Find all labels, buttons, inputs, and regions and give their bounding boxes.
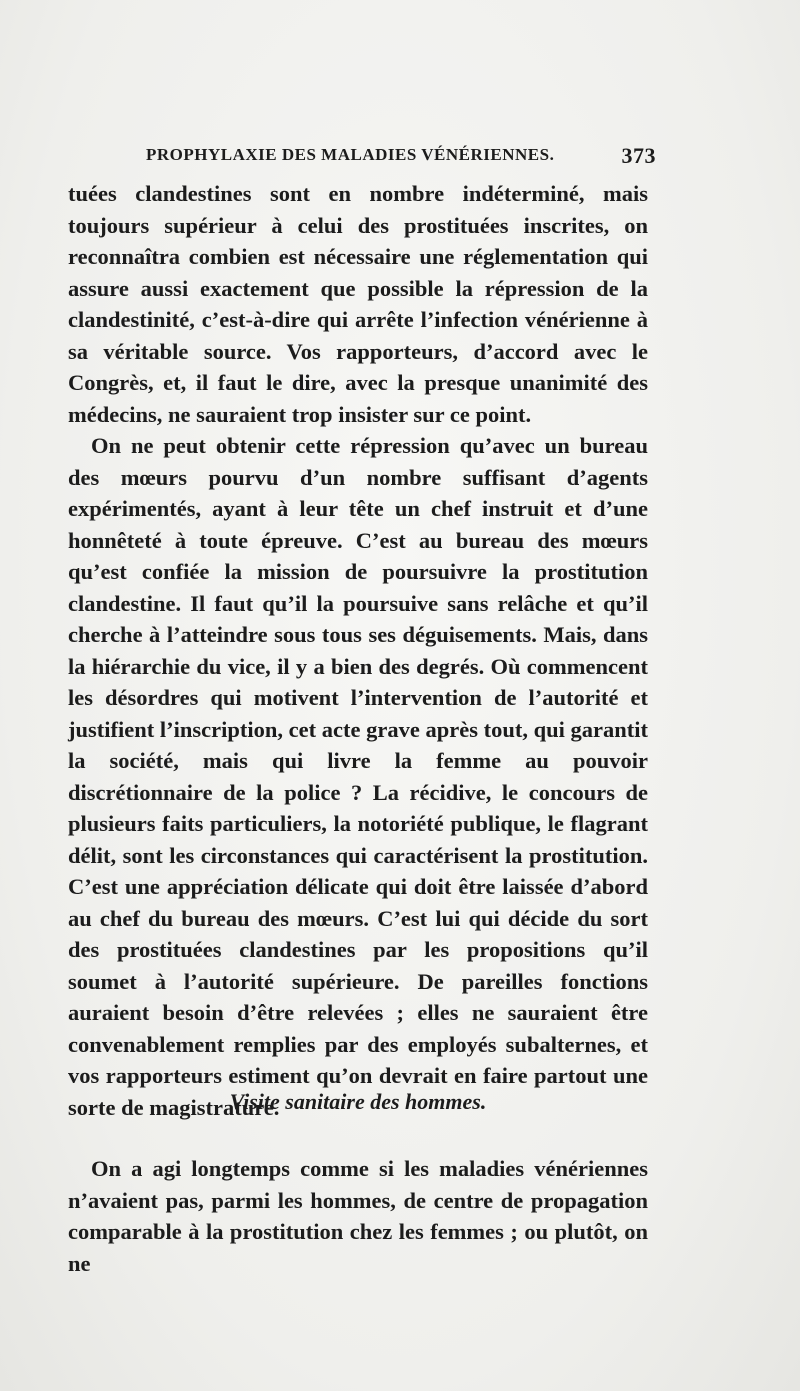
page-header bbox=[146, 143, 656, 173]
paragraph-visite-sanitaire: On a agi longtemps comme si les maladies vénériennes n’avaient pas, parmi les hommes, de centre de propagation comparable à la prostitution chez les femmes ; ou plutôt, on ne bbox=[68, 1156, 648, 1276]
section-heading: Visite sanitaire des hommes. bbox=[229, 1089, 487, 1114]
page-number: 373 bbox=[621, 143, 656, 168]
paragraph-bureau-des-moeurs: On ne peut obtenir cette répression qu’avec un bureau des mœurs pourvu d’un nombre suffisant d’agents expérimentés, ayant à leur tête un chef instruit et d’une honnêteté à toute épreuve. C’est au bureau des mœurs qu’est confiée la mission de poursuivre la prostitution clandestine. Il faut qu’il la poursuive sans relâche et qu’il cherche à l’atteindre sous tous ses déguisements. Mais, dans la hiérarchie du vice, il y a bien des degrés. Où commencent les désordres qui motivent l’intervention de l’autorité et justifient l’inscription, cet acte grave après tout, qui garantit la société, mais qui livre la femme au pouvoir discrétionnaire de la police ? La récidive, le concours de plusieurs faits particuliers, la notoriété publique, le flagrant délit, sont les circonstances qui caractérisent la prostitution. C’est une appréciation délicate qui doit être laissée d’abord au chef du bureau des mœurs. C’est lui qui décide du sort des prostituées clandestines par les propositions qu’il soumet à l’autorité supérieure. De pareilles fonctions auraient besoin d’être relevées ; elles ne sauraient être convenablement remplies par des employés subalternes, et vos rapporteurs estiment qu’on devrait en faire partout une sorte de magistrature. bbox=[68, 433, 648, 1120]
paragraph-continued: tuées clandestines sont en nombre indéterminé, mais toujours supérieur à celui des prostituées inscrites, on reconnaîtra combien est nécessaire une réglementation qui assure aussi exactement que possible la répression de la clandestinité, c’est-à-dire qui arrête l’infection vénérienne à sa véritable source. Vos rapporteurs, d’accord avec le Congrès, et, il faut le dire, avec la presque unanimité des médecins, ne sauraient trop insister sur ce point. bbox=[68, 181, 648, 427]
body-text bbox=[68, 178, 648, 1123]
section-body-text bbox=[68, 1153, 648, 1279]
running-title: PROPHYLAXIE DES MALADIES VÉNÉRIENNES. bbox=[146, 145, 555, 164]
